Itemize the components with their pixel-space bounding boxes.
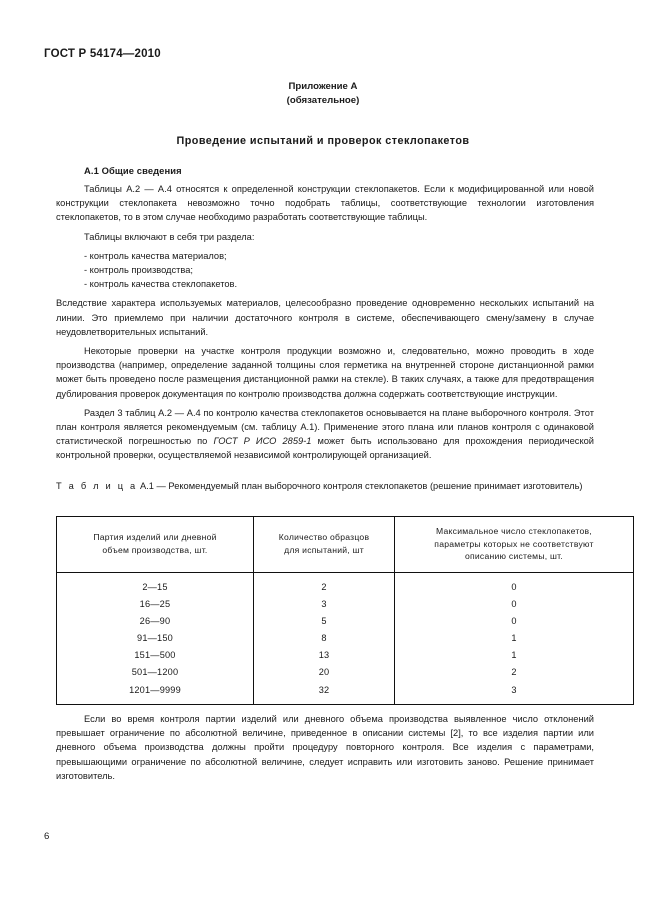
cell-samples: 2 (254, 572, 395, 595)
table-header-row (57, 517, 634, 573)
paragraph-2: Таблицы включают в себя три раздела: (84, 231, 255, 242)
appendix-heading-block (0, 80, 646, 108)
paragraph-5 (56, 406, 594, 463)
table-row (57, 647, 634, 664)
table-row (57, 629, 634, 646)
cell-max-nonconforming: 0 (395, 572, 634, 595)
paragraph-1: Таблицы А.2 — А.4 относятся к определенной конструкции стеклопакетов. Если к модифицированной или новой конструкции стеклопакета невозможно точно подобрать таблицы, соответствующие технологии изготовления стеклопакетов, то в этом случае необходимо разработать соответствующие таблицы. (56, 184, 594, 223)
appendix-title: Приложение А (288, 81, 358, 92)
main-text-content (56, 165, 594, 468)
paragraph-5-text-after: может быть использовано для прохождения периодической контрольной проверки, осуществляемой независимой контролирующей организацией. (56, 436, 594, 461)
column-header-samples (254, 517, 395, 573)
paragraph-6: Если во время контроля партии изделий или дневного объема производства выявленное число отклонений превышает ограничение по абсолютной величине, приведенное в описании системы [2], то все изделия партии или дневного объема производства должны пройти процедуру повторного контроля. Все изделия с параметрами, превышающими ограничение по абсолютной величине, следует исправить или изготовить заново. Решение принимает изготовитель. (56, 714, 594, 781)
column-header-max-nonconforming (395, 517, 634, 573)
table-body (57, 572, 634, 704)
table-header (57, 517, 634, 573)
cell-batch: 501—1200 (57, 664, 254, 681)
cell-samples: 13 (254, 647, 395, 664)
cell-batch: 91—150 (57, 629, 254, 646)
column-header-samples-line-1: Количество образцов (278, 532, 370, 543)
table-caption-text: — Рекомендуемый план выборочного контроля стеклопакетов (решение принимает изготовитель) (156, 481, 583, 491)
appendix-subtitle: (обязательное) (286, 95, 360, 106)
column-header-max-line-1: Максимальное число стеклопакетов, (436, 526, 592, 536)
table-caption-number: А.1 (139, 481, 154, 491)
cell-batch: 2—15 (57, 572, 254, 595)
list-item: - контроль производства; (84, 265, 193, 276)
inspection-sections-list (56, 249, 594, 292)
cell-max-nonconforming: 0 (395, 612, 634, 629)
page-title: Проведение испытаний и проверок стеклопакетов (176, 135, 470, 147)
cell-batch: 16—25 (57, 595, 254, 612)
paragraph-3: Вследствие характера используемых материалов, целесообразно проведение одновременно нескольких испытаний на линии. Это приемлемо при наличии достаточного контроля в системе, обеспечивающего смену/замену в случае неудовлетворительных испытаний. (56, 298, 594, 337)
paragraph-5-text-before: Раздел 3 таблиц А.2 — А.4 по контролю качества стеклопакетов основывается на плане выборочного контроля. Этот план контроля является рекомендуемым (см. таблицу А.1). Применение этого плана или планов контроля с одинаковой статистической погрешностью по (56, 407, 594, 447)
cell-batch: 151—500 (57, 647, 254, 664)
cell-max-nonconforming: 0 (395, 595, 634, 612)
list-item: - контроль качества материалов; (84, 250, 227, 261)
referenced-standard: ГОСТ Р ИСО 2859-1 (213, 436, 312, 447)
table-caption (56, 479, 596, 493)
table-caption-label: Т а б л и ц а (56, 481, 138, 491)
column-header-batch-line-2: объем производства, шт. (102, 544, 208, 555)
table-row (57, 681, 634, 704)
cell-max-nonconforming: 3 (395, 681, 634, 704)
column-header-batch (57, 517, 254, 573)
cell-max-nonconforming: 1 (395, 647, 634, 664)
sampling-plan-table (56, 516, 634, 705)
column-header-max-line-3: описанию системы, шт. (464, 551, 564, 561)
page-number: 6 (44, 831, 50, 842)
list-item: - контроль качества стеклопакетов. (84, 279, 238, 290)
cell-max-nonconforming: 1 (395, 629, 634, 646)
cell-batch: 1201—9999 (57, 681, 254, 704)
column-header-batch-line-1: Партия изделий или дневной (93, 532, 217, 543)
column-header-samples-line-2: для испытаний, шт (284, 544, 364, 555)
column-header-max-line-2: параметры которых не соответствуют (434, 538, 594, 549)
table-row (57, 572, 634, 595)
cell-batch: 26—90 (57, 612, 254, 629)
cell-samples: 20 (254, 664, 395, 681)
cell-max-nonconforming: 2 (395, 664, 634, 681)
cell-samples: 3 (254, 595, 395, 612)
paragraph-4: Некоторые проверки на участке контроля продукции возможно и, следовательно, можно проводить в ходе производства (например, определение заданной толщины слоя герметика на внутренней стороне дистанционной рамки может быть проведено после размещения дистанционной рамки на стекле). В таких случаях, а также для предотвращения дублирования проверок документация по контролю производства должна содержать соответствующие инструкции. (56, 346, 594, 399)
table-row (57, 612, 634, 629)
cell-samples: 5 (254, 612, 395, 629)
table-row (57, 595, 634, 612)
cell-samples: 32 (254, 681, 395, 704)
closing-text-block (56, 712, 594, 788)
cell-samples: 8 (254, 629, 395, 646)
subsection-heading: А.1 Общие сведения (84, 165, 182, 176)
table-row (57, 664, 634, 681)
document-standard-header: ГОСТ Р 54174—2010 (44, 48, 161, 60)
